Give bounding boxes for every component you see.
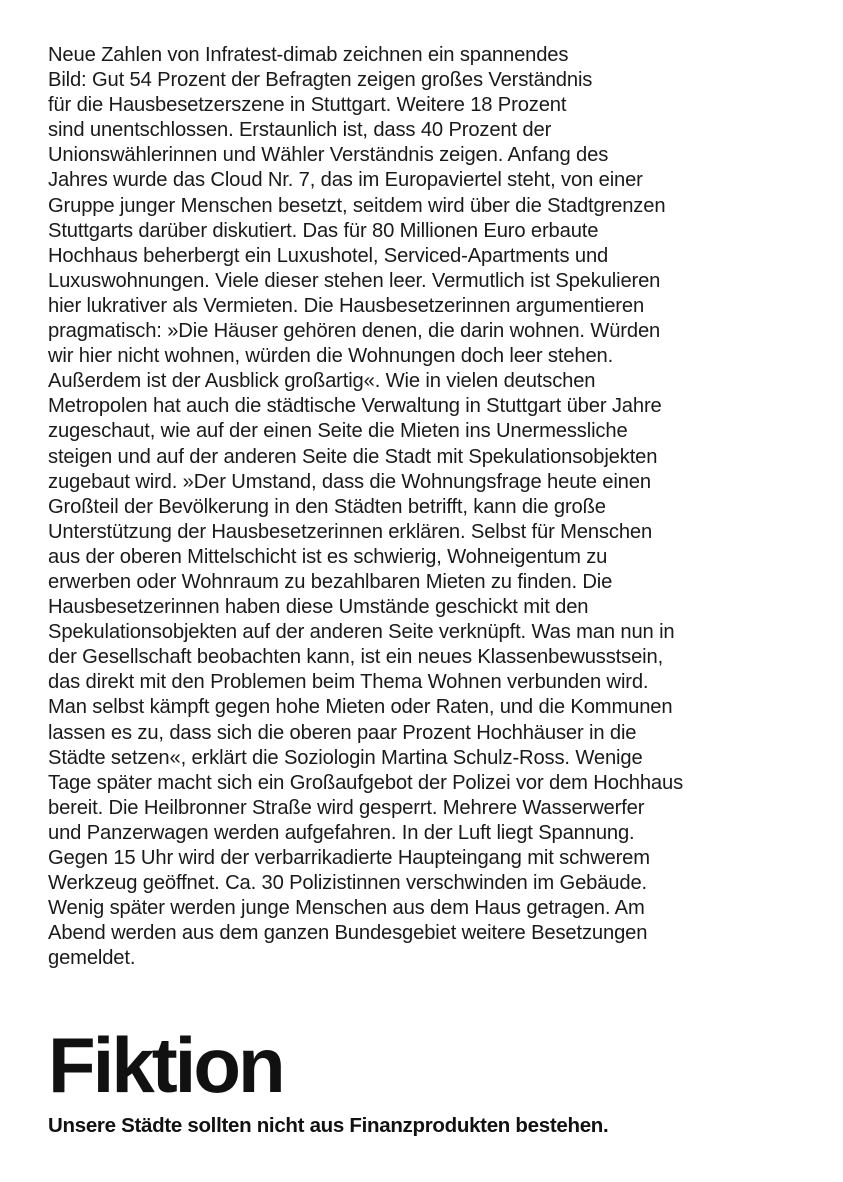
article-line: und Panzerwagen werden aufgefahren. In der Luft liegt Spannung. xyxy=(48,821,635,844)
article-line: sind unentschlossen. Erstaunlich ist, dass 40 Prozent der xyxy=(48,119,552,142)
article-line: gemeldet. xyxy=(48,947,136,970)
article-line: Städte setzen«, erklärt die Soziologin Martina Schulz-Ross. Wenige xyxy=(48,746,643,769)
article-line: für die Hausbesetzerszene in Stuttgart. Weitere 18 Prozent xyxy=(48,94,567,117)
article-line: Wenig später werden junge Menschen aus dem Haus getragen. Am xyxy=(48,897,645,920)
article-line: Jahres wurde das Cloud Nr. 7, das im Europaviertel steht, von einer xyxy=(48,169,643,192)
article-line: Gruppe junger Menschen besetzt, seitdem wird über die Stadtgrenzen xyxy=(48,194,666,217)
article-line: Man selbst kämpft gegen hohe Mieten oder Raten, und die Kommunen xyxy=(48,696,673,719)
article-line: Unionswählerinnen und Wähler Verständnis zeigen. Anfang des xyxy=(48,144,609,167)
article-line: Abend werden aus dem ganzen Bundesgebiet weitere Besetzungen xyxy=(48,922,648,945)
article-line: Unterstützung der Hausbesetzerinnen erklären. Selbst für Menschen xyxy=(48,520,653,543)
article-line: zugeschaut, wie auf der einen Seite die Mieten ins Unermessliche xyxy=(48,420,628,443)
article-line: Bild: Gut 54 Prozent der Befragten zeigen großes Verständnis xyxy=(48,69,593,92)
subline: Unsere Städte sollten nicht aus Finanzprodukten bestehen. xyxy=(48,1114,609,1137)
article-line: Hausbesetzerinnen haben diese Umstände geschickt mit den xyxy=(48,596,589,619)
article-line: steigen und auf der anderen Seite die Stadt mit Spekulationsobjekten xyxy=(48,445,658,468)
article-line: Werkzeug geöffnet. Ca. 30 Polizistinnen verschwinden im Gebäude. xyxy=(48,872,647,895)
article-line: Metropolen hat auch die städtische Verwaltung in Stuttgart über Jahre xyxy=(48,395,662,418)
article-line: der Gesellschaft beobachten kann, ist ein neues Klassenbewusstsein, xyxy=(48,646,664,669)
article-line: das direkt mit den Problemen beim Thema Wohnen verbunden wird. xyxy=(48,671,649,694)
article-line: lassen es zu, dass sich die oberen paar Prozent Hochhäuser in die xyxy=(48,721,637,744)
article-line: Tage später macht sich ein Großaufgebot der Polizei vor dem Hochhaus xyxy=(48,771,684,794)
article-line: Luxuswohnungen. Viele dieser stehen leer. Vermutlich ist Spekulieren xyxy=(48,269,661,292)
article-line: pragmatisch: »Die Häuser gehören denen, die darin wohnen. Würden xyxy=(48,320,661,343)
article-line: Großteil der Bevölkerung in den Städten betrifft, kann die große xyxy=(48,495,606,518)
article-line: bereit. Die Heilbronner Straße wird gesperrt. Mehrere Wasserwerfer xyxy=(48,796,645,819)
article-line: Spekulationsobjekten auf der anderen Seite verknüpft. Was man nun in xyxy=(48,621,675,644)
article-body xyxy=(48,43,818,971)
article-line: zugebaut wird. »Der Umstand, dass die Wohnungsfrage heute einen xyxy=(48,470,651,493)
article-line: Neue Zahlen von Infratest-dimab zeichnen ein spannendes xyxy=(48,44,569,66)
article-line: aus der oberen Mittelschicht ist es schwierig, Wohneigentum zu xyxy=(48,545,608,568)
article-line: wir hier nicht wohnen, würden die Wohnungen doch leer stehen. xyxy=(48,345,614,368)
headline: Fiktion xyxy=(48,1021,283,1109)
article-line: hier lukrativer als Vermieten. Die Hausbesetzerinnen argumentieren xyxy=(48,294,645,317)
article-line: Hochhaus beherbergt ein Luxushotel, Serviced-Apartments und xyxy=(48,244,609,267)
article-line: Stuttgarts darüber diskutiert. Das für 80 Millionen Euro erbaute xyxy=(48,219,599,242)
article-line: Gegen 15 Uhr wird der verbarrikadierte Haupteingang mit schwerem xyxy=(48,847,650,869)
article-line: Außerdem ist der Ausblick großartig«. Wie in vielen deutschen xyxy=(48,370,596,393)
article-line: erwerben oder Wohnraum zu bezahlbaren Mieten zu finden. Die xyxy=(48,570,613,593)
